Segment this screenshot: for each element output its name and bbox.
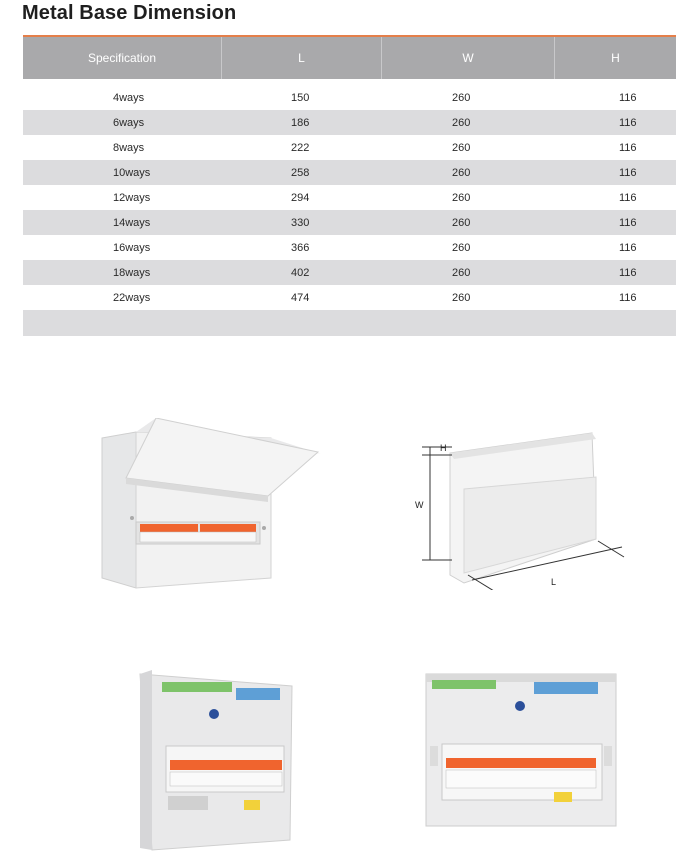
cell-h: 116: [619, 266, 637, 279]
enclosure-open-lid-image: [96, 418, 322, 596]
cell-w: 260: [452, 291, 471, 304]
enclosure-interior-front-image: [424, 672, 618, 828]
cell-specification: 12ways: [113, 191, 151, 204]
page-title: Metal Base Dimension: [22, 2, 237, 24]
table-row: [23, 135, 676, 160]
dimension-label-l: L: [551, 577, 557, 587]
header-h: H: [611, 51, 620, 65]
header-specification: Specification: [23, 37, 222, 79]
cell-l: 474: [291, 291, 310, 304]
cell-h: 116: [619, 141, 637, 154]
cell-h: 116: [619, 291, 637, 304]
cell-specification: 18ways: [113, 266, 151, 279]
cell-specification: 4ways: [113, 91, 145, 104]
cell-l: 402: [291, 266, 310, 279]
cell-h: 116: [619, 216, 637, 229]
cell-l: 186: [291, 116, 310, 129]
cell-h: 116: [619, 91, 637, 104]
table-row: [23, 160, 676, 185]
cell-specification: 16ways: [113, 241, 151, 254]
cell-w: 260: [452, 141, 471, 154]
cell-w: 260: [452, 116, 471, 129]
cell-w: 260: [452, 216, 471, 229]
dimension-table: [23, 35, 676, 336]
cell-l: 294: [291, 191, 310, 204]
cell-h: 116: [619, 191, 637, 204]
table-row: [23, 185, 676, 210]
table-header: [23, 35, 676, 79]
header-l: L: [222, 37, 382, 79]
cell-w: 260: [452, 266, 471, 279]
cell-h: 116: [619, 241, 637, 254]
table-row: [23, 85, 676, 110]
dimension-label-h: H: [440, 443, 447, 453]
table-row: [23, 260, 676, 285]
cell-l: 366: [291, 241, 310, 254]
header-w: W: [382, 37, 555, 79]
dimension-label-w: W: [415, 500, 424, 510]
cell-l: 150: [291, 91, 310, 104]
cell-w: 260: [452, 191, 471, 204]
cell-h: 116: [619, 116, 637, 129]
cell-l: 258: [291, 166, 310, 179]
table-row: [23, 210, 676, 235]
cell-specification: 8ways: [113, 141, 145, 154]
table-row: [23, 235, 676, 260]
table-row: [23, 285, 676, 310]
cell-w: 260: [452, 91, 471, 104]
cell-w: 260: [452, 241, 471, 254]
table-row: [23, 110, 676, 135]
cell-specification: 14ways: [113, 216, 151, 229]
cell-specification: 6ways: [113, 116, 145, 129]
cell-l: 330: [291, 216, 310, 229]
cell-w: 260: [452, 166, 471, 179]
table-body: [23, 85, 676, 336]
cell-h: 116: [619, 166, 637, 179]
table-row-empty: [23, 310, 676, 336]
cell-specification: 10ways: [113, 166, 151, 179]
breaker-row: [140, 524, 256, 542]
cell-specification: 22ways: [113, 291, 151, 304]
cell-l: 222: [291, 141, 310, 154]
enclosure-interior-angled-image: [112, 660, 312, 852]
dimension-diagram-image: [412, 425, 628, 590]
